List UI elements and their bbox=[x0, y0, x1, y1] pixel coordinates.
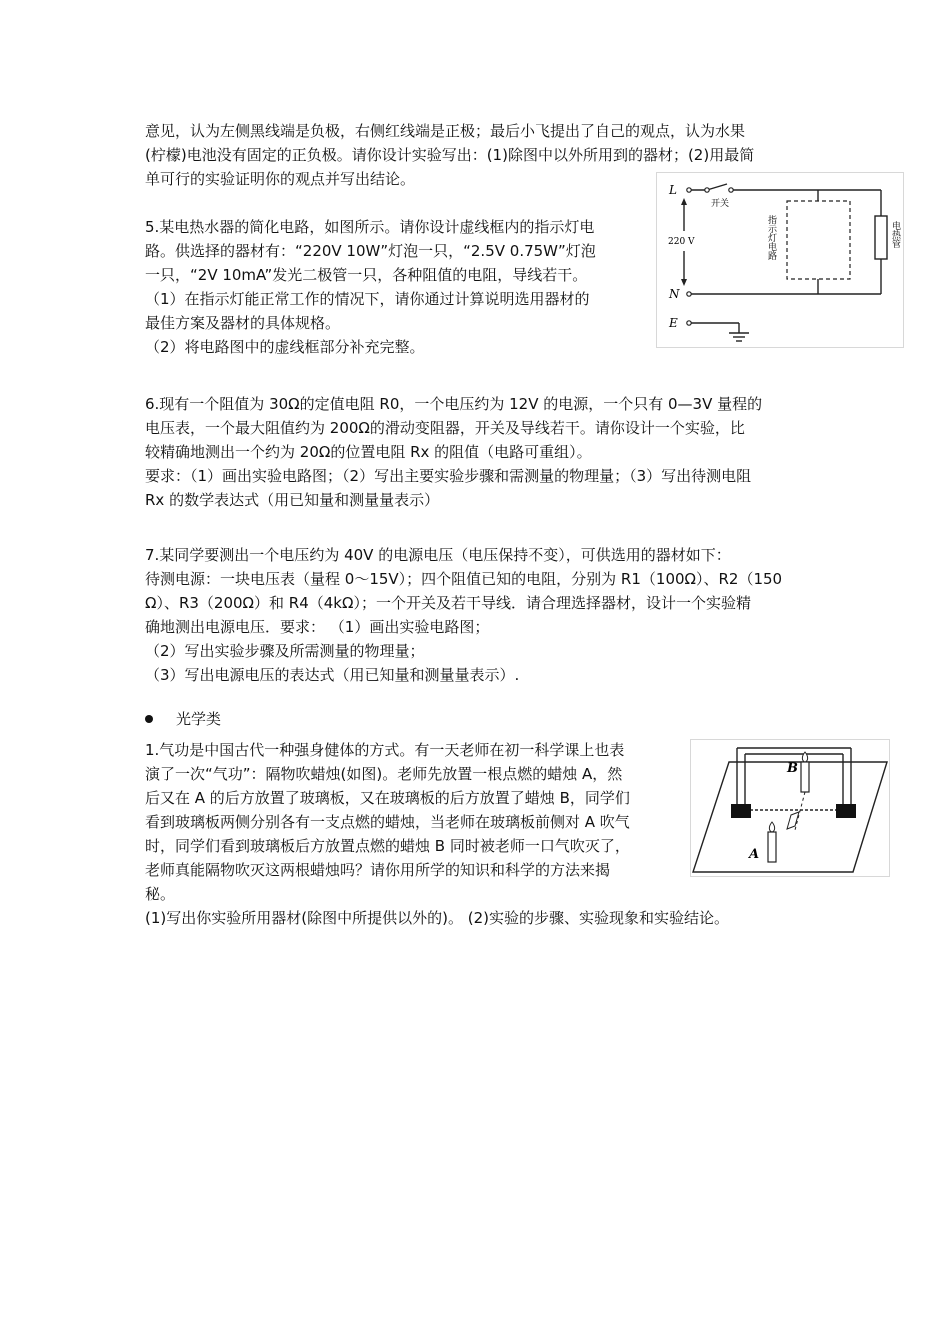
indicator-dashed-box bbox=[787, 201, 850, 279]
label-indicator: 指示灯电路 bbox=[766, 215, 776, 260]
label-switch: 开关 bbox=[711, 199, 730, 209]
label-voltage: 220 V bbox=[668, 237, 695, 247]
text-line: 路。供选择的器材有：“220V 10W”灯泡一只，“2.5V 0.75W”灯泡 bbox=[145, 242, 596, 260]
text-line: （2）写出实验步骤及所需测量的物理量； bbox=[145, 642, 425, 660]
candle-glass-diagram bbox=[690, 739, 890, 877]
text-line: 6.现有一个阻值为 30Ω的定值电阻 R0，一个电压约为 12V 的电源，一个只有 0—3V 量程的 bbox=[145, 395, 763, 413]
stand-right bbox=[836, 804, 856, 818]
text-line: 较精确地测出一个约为 20Ω的位置电阻 Rx 的阻值（电路可重组）。 bbox=[145, 443, 592, 461]
text-line: （3）写出电源电压的表达式（用已知量和测量量表示）. bbox=[145, 666, 520, 684]
text-line: 最佳方案及器材的具体规格。 bbox=[145, 314, 341, 332]
label-n: N bbox=[669, 287, 680, 301]
text-line: 后又在 A 的后方放置了玻璃板，又在玻璃板的后方放置了蜡烛 B，同学们 bbox=[145, 789, 630, 807]
circuit-diagram bbox=[656, 172, 904, 348]
text-line: 电压表，一个最大阻值约为 200Ω的滑动变阻器，开关及导线若干。请你设计一个实验，比 bbox=[145, 419, 745, 437]
label-l: L bbox=[669, 183, 677, 197]
text-line: 确地测出电源电压．要求： （1）画出实验电路图； bbox=[145, 618, 490, 636]
stand-left bbox=[731, 804, 751, 818]
text-line: 单可行的实验证明你的观点并写出结论。 bbox=[145, 170, 416, 188]
text-line: 7.某同学要测出一个电压约为 40V 的电源电压（电压保持不变），可供选用的器材如下： bbox=[145, 546, 731, 564]
bullet-icon bbox=[145, 715, 153, 723]
text-line: 5.某电热水器的简化电路，如图所示。请你设计虚线框内的指示灯电 bbox=[145, 218, 595, 236]
candle-a bbox=[768, 832, 776, 862]
text-line: 意见，认为左侧黑线端是负极，右侧红线端是正极；最后小飞提出了自己的观点，认为水果 bbox=[145, 122, 746, 140]
candle-b bbox=[801, 762, 809, 792]
label-heater: 电热管 bbox=[890, 221, 900, 248]
text-line: 演了一次“气功”：隔物吹蜡烛(如图)。老师先放置一根点燃的蜡烛 A，然 bbox=[145, 765, 623, 783]
text-line: (1)写出你实验所用器材(除图中所提供以外的)。 (2)实验的步骤、实验现象和实验结论。 bbox=[145, 909, 729, 927]
label-a: A bbox=[749, 847, 760, 862]
section-heading: 光学类 bbox=[176, 710, 222, 728]
text-line: 要求：（1）画出实验电路图；（2）写出主要实验步骤和需测量的物理量；（3）写出待测电阻 bbox=[145, 467, 752, 485]
label-e: E bbox=[669, 316, 678, 330]
text-line: （2）将电路图中的虚线框部分补充完整。 bbox=[145, 338, 425, 356]
text-line: 一只，“2V 10mA”发光二极管一只，各种阻值的电阻，导线若干。 bbox=[145, 266, 588, 284]
text-line: (柠檬)电池没有固定的正负极。请你设计实验写出：(1)除图中以外所用到的器材；(2)用最简 bbox=[145, 146, 755, 164]
text-line: （1）在指示灯能正常工作的情况下，请你通过计算说明选用器材的 bbox=[145, 290, 590, 308]
text-line: 待测电源：一块电压表（量程 0～15V）；四个阻值已知的电阻，分别为 R1（100Ω）、R2（150 bbox=[145, 570, 783, 588]
text-line: Rx 的数学表达式（用已知量和测量量表示） bbox=[145, 491, 440, 509]
text-line: 看到玻璃板两侧分别各有一支点燃的蜡烛，当老师在玻璃板前侧对 A 吹气 bbox=[145, 813, 630, 831]
label-b: B bbox=[787, 761, 798, 776]
text-line: 1.气功是中国古代一种强身健体的方式。有一天老师在初一科学课上也表 bbox=[145, 741, 625, 759]
text-line: 时，同学们看到玻璃板后方放置点燃的蜡烛 B 同时被老师一口气吹灭了， bbox=[145, 837, 630, 855]
text-line: Ω）、R3（200Ω）和 R4（4kΩ）；一个开关及若干导线．请合理选择器材，设计一个实验精 bbox=[145, 594, 751, 612]
text-line: 秘。 bbox=[145, 885, 176, 903]
text-line: 老师真能隔物吹灭这两根蜡烛吗？请你用所学的知识和科学的方法来揭 bbox=[145, 861, 611, 879]
